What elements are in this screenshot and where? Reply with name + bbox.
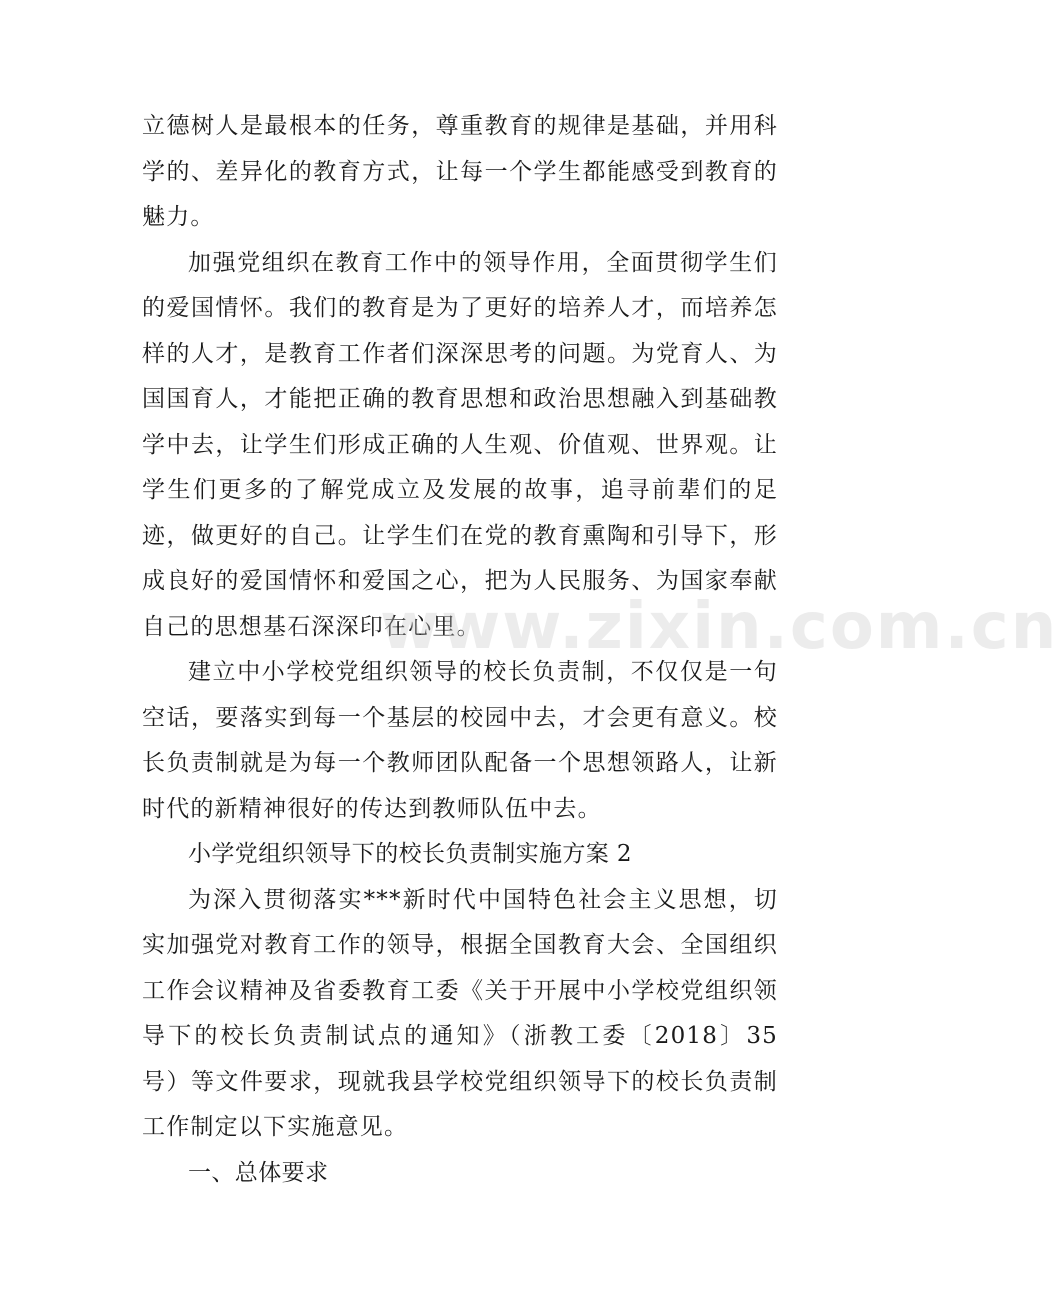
- document-body: [142, 104, 778, 1196]
- paragraph-3: 建立中小学校党组织领导的校长负责制，不仅仅是一句空话，要落实到每一个基层的校园中去，才会更有意义。校长负责制就是为每一个教师团队配备一个思想领路人，让新时代的新精神很好的传达到教师队伍中去。: [142, 659, 778, 822]
- section-heading-general-requirements: 一、总体要求: [188, 1159, 329, 1186]
- paragraph-1: 立德树人是最根本的任务，尊重教育的规律是基础，并用科学的、差异化的教育方式，让每一个学生都能感受到教育的魅力。: [142, 113, 778, 230]
- section-title-2: 小学党组织领导下的校长负责制实施方案 2: [188, 841, 632, 867]
- paragraph-4: 为深入贯彻落实***新时代中国特色社会主义思想，切实加强党对教育工作的领导，根据全国教育大会、全国组织工作会议精神及省委教育工委《关于开展中小学校党组织领导下的校长负责制试点的通知》（浙教工委〔2018〕35 号）等文件要求，现就我县学校党组织领导下的校长负责制工作制定以下实施意见。: [142, 886, 778, 1140]
- watermark-text: www.zixin.com.cn: [380, 590, 1058, 664]
- paragraph-2: 加强党组织在教育工作中的领导作用，全面贯彻学生们的爱国情怀。我们的教育是为了更好的培养人才，而培养怎样的人才，是教育工作者们深深思考的问题。为党育人、为国国育人，才能把正确的教育思想和政治思想融入到基础教学中去，让学生们形成正确的人生观、价值观、世界观。让学生们更多的了解党成立及发展的故事，追寻前辈们的足迹，做更好的自己。让学生们在党的教育熏陶和引导下，形成良好的爱国情怀和爱国之心，把为人民服务、为国家奉献自己的思想基石深深印在心里。: [142, 249, 778, 640]
